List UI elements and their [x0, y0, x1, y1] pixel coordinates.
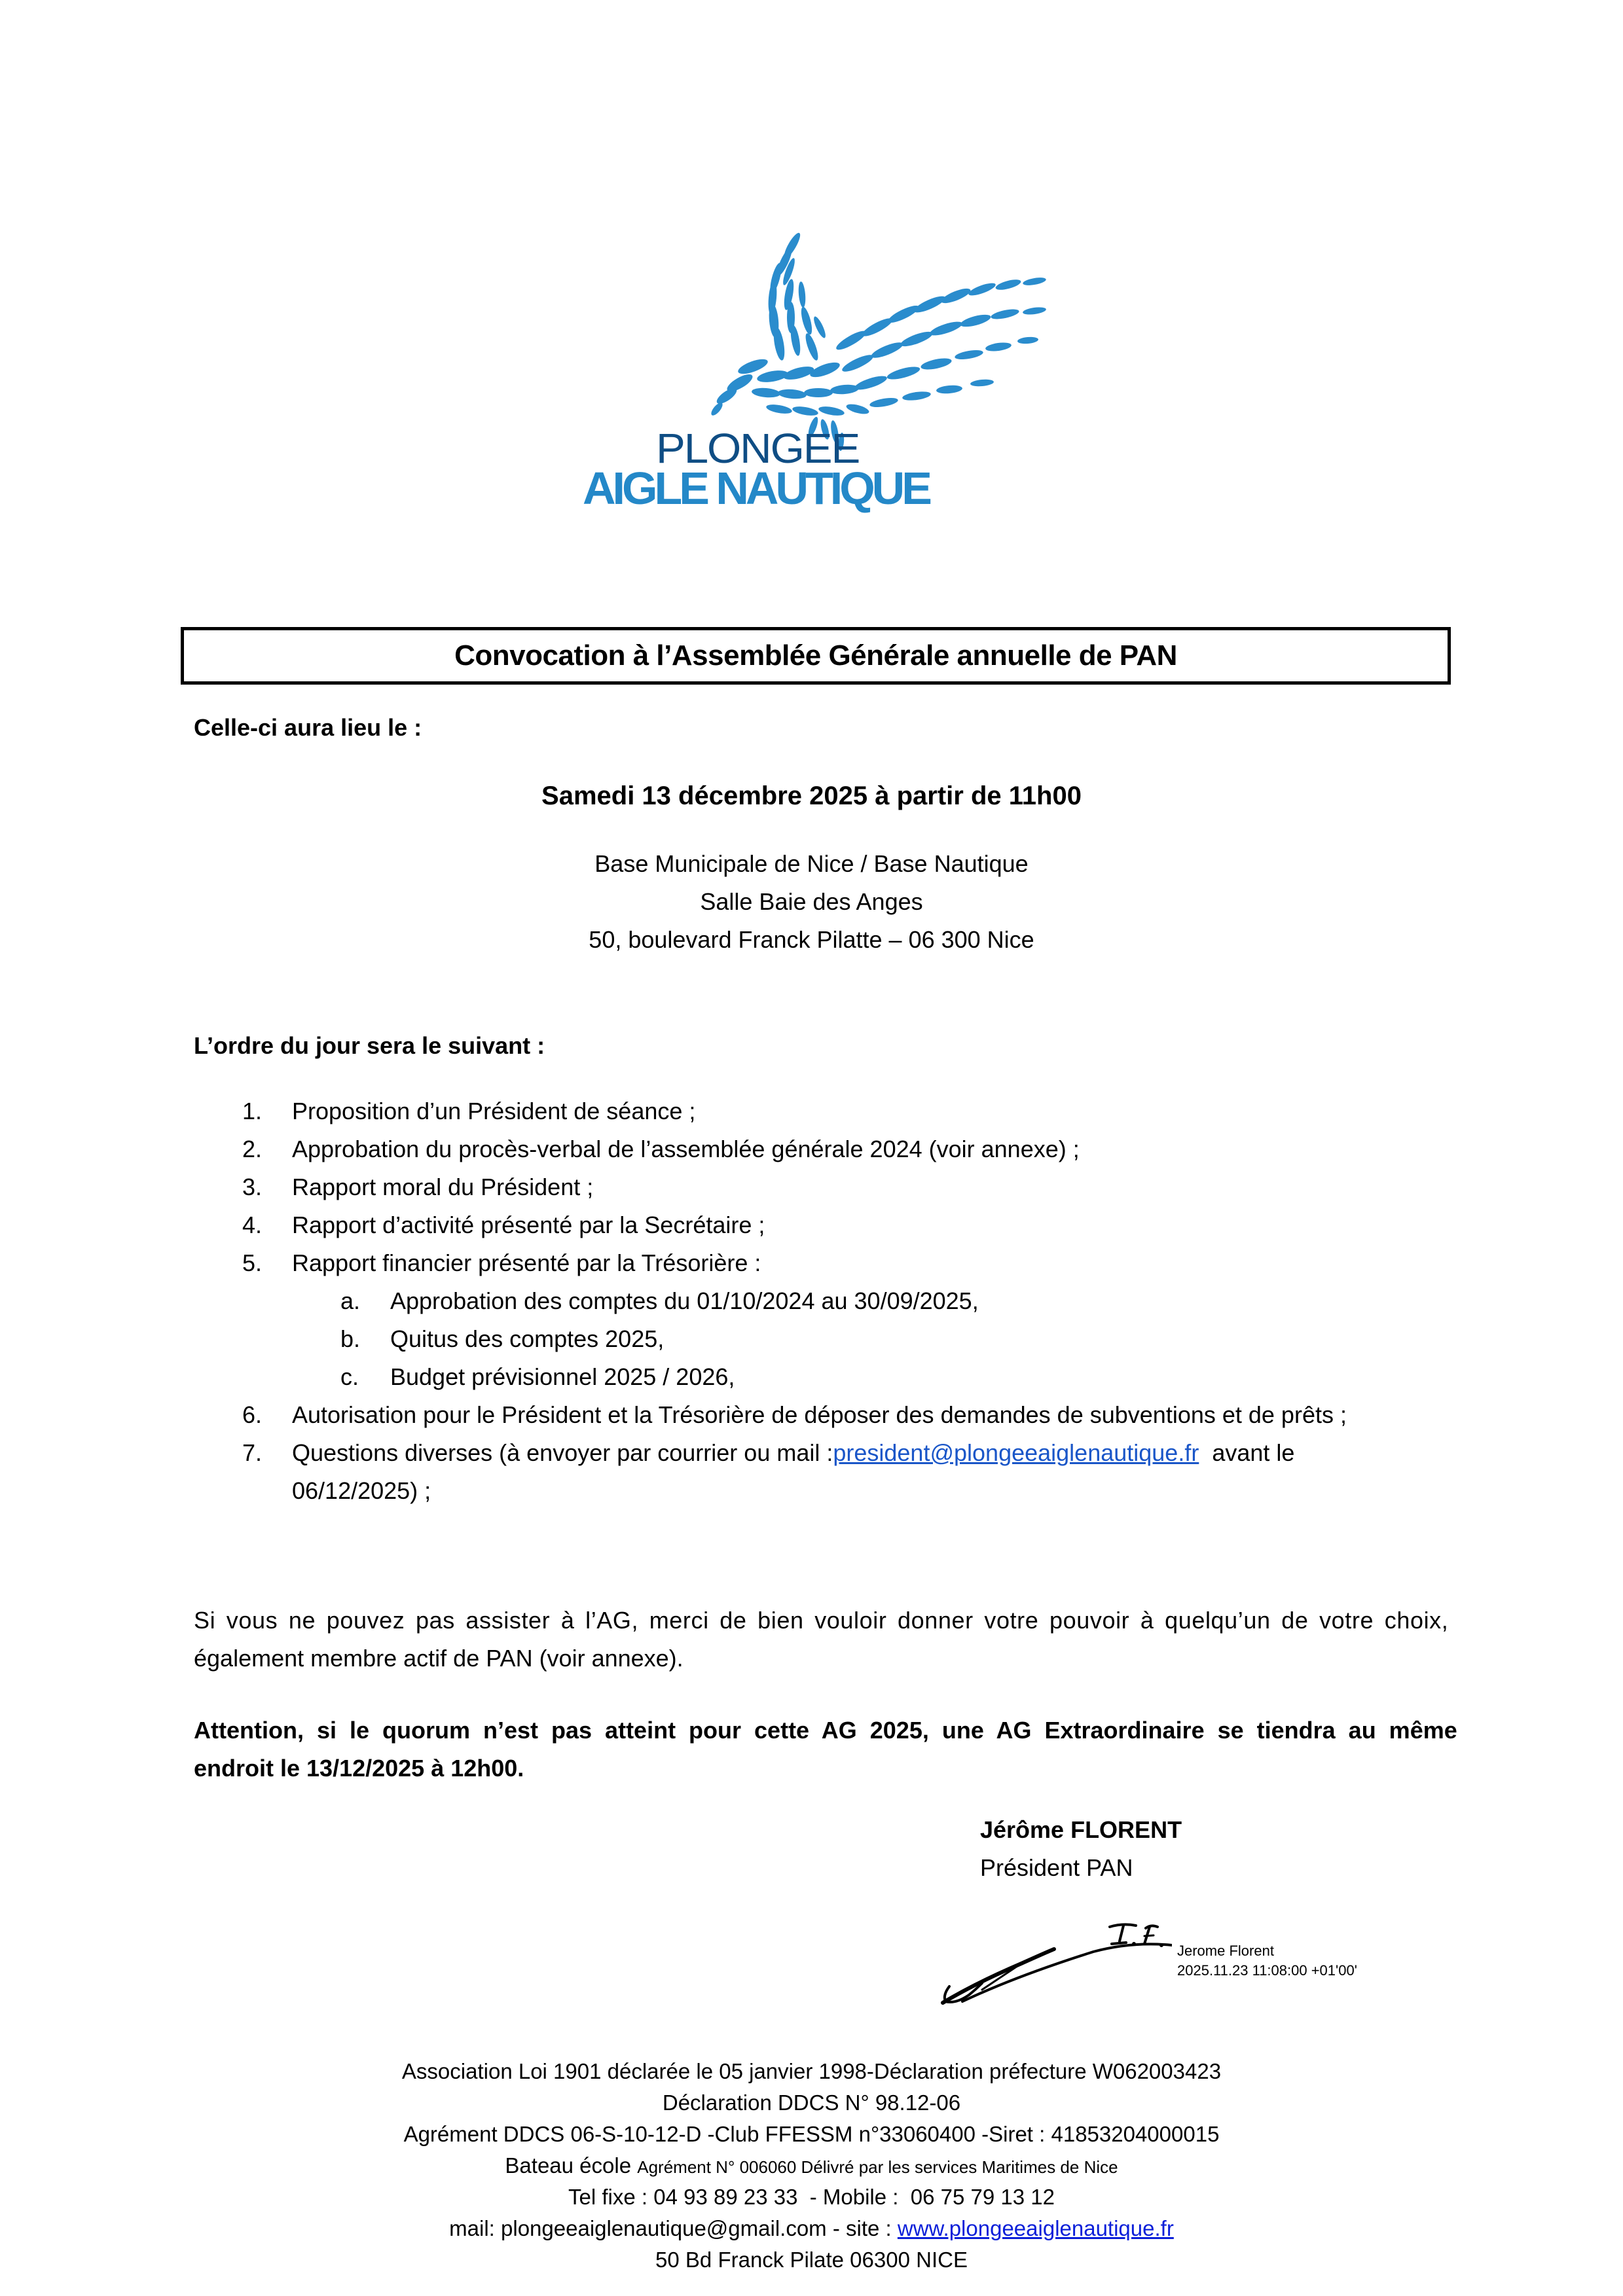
event-address-line-1: Base Municipale de Nice / Base Nautique	[594, 850, 1029, 877]
signature-signer: Jerome Florent	[1177, 1943, 1274, 1959]
footer-line-address: 50 Bd Franck Pilate 06300 NICE	[655, 2248, 968, 2272]
agenda-item-6-number: 6.	[242, 1401, 263, 1428]
proxy-paragraph-line-1: Si vous ne pouvez pas assister à l’AG, merci de bien vouloir donner votre pouvoir à quelqu’un de votre choix,	[194, 1607, 1449, 1634]
agenda-heading: L’ordre du jour sera le suivant :	[194, 1032, 545, 1059]
agenda-subitem-c-number: c.	[340, 1363, 359, 1390]
handwritten-signature-icon	[936, 1918, 1172, 2009]
president-email-link[interactable]: president@plongeeaiglenautique.fr	[833, 1439, 1199, 1466]
signature-timestamp: 2025.11.23 11:08:00 +01'00'	[1177, 1962, 1357, 1979]
footer-bateau-ecole-detail: Agrément N° 006060 Délivré par les services Maritimes de Nice	[637, 2157, 1118, 2177]
warning-paragraph-line-1: Attention, si le quorum n’est pas atteint pour cette AG 2025, une AG Extraordinaire se tiendra au même	[194, 1717, 1457, 1744]
agenda-item-2-number: 2.	[242, 1136, 263, 1162]
agenda-item-2: Approbation du procès-verbal de l’assemblée générale 2024 (voir annexe) ;	[292, 1136, 1080, 1162]
footer-line-contact	[0, 2217, 1623, 2239]
agenda-item-5: Rapport financier présenté par la Trésorière :	[292, 1249, 761, 1276]
agenda-subitem-c: Budget prévisionnel 2025 / 2026,	[390, 1363, 735, 1390]
event-address-line-3: 50, boulevard Franck Pilatte – 06 300 Nice	[589, 926, 1034, 953]
agenda-subitem-b-number: b.	[340, 1325, 361, 1352]
footer-line-bateau-ecole	[0, 2155, 1623, 2176]
agenda-item-7-number: 7.	[242, 1439, 263, 1466]
intro-label: Celle-ci aura lieu le :	[194, 714, 422, 741]
footer-line-association: Association Loi 1901 déclarée le 05 janvier 1998-Déclaration préfecture W062003423	[401, 2059, 1222, 2083]
agenda-item-7	[292, 1441, 1294, 1465]
agenda-item-1-number: 1.	[242, 1098, 263, 1124]
event-address-line-2: Salle Baie des Anges	[700, 888, 923, 915]
agenda-item-4-number: 4.	[242, 1211, 263, 1238]
proxy-paragraph-line-2: également membre actif de PAN (voir annexe).	[194, 1645, 684, 1672]
agenda-item-7-text: Questions diverses (à envoyer par courrier ou mail :	[292, 1439, 833, 1466]
footer-line-ddcs: Déclaration DDCS N° 98.12-06	[662, 2090, 961, 2115]
document-title: Convocation à l’Assemblée Générale annuelle de PAN	[454, 639, 1177, 672]
eagle-made-of-fish-icon	[576, 216, 1074, 452]
agenda-item-3-number: 3.	[242, 1174, 263, 1200]
agenda-item-7-line-2: 06/12/2025) ;	[292, 1477, 431, 1504]
logo-line-aigle-nautique: AIGLE NAUTIQUE	[583, 463, 929, 514]
agenda-item-5-number: 5.	[242, 1249, 263, 1276]
event-datetime: Samedi 13 décembre 2025 à partir de 11h00	[541, 781, 1082, 810]
signatory-role: Président PAN	[980, 1854, 1133, 1881]
footer-email-text: mail: plongeeaiglenautique@gmail.com - site :	[449, 2216, 898, 2240]
agenda-item-4: Rapport d’activité présenté par la Secrétaire ;	[292, 1211, 765, 1238]
agenda-item-6: Autorisation pour le Président et la Trésorière de déposer des demandes de subventions et de prêts ;	[292, 1401, 1347, 1428]
logo-line-plongee: PLONGEE	[656, 425, 860, 472]
agenda-subitem-a-number: a.	[340, 1287, 361, 1314]
footer-line-agrement: Agrément DDCS 06-S-10-12-D -Club FFESSM n°33060400 -Siret : 41853204000015	[403, 2122, 1220, 2146]
club-logo	[576, 216, 1074, 514]
digital-signature[interactable]	[936, 1918, 1395, 2009]
footer-line-phones: Tel fixe : 04 93 89 23 33 - Mobile : 06 75 79 13 12	[568, 2185, 1055, 2209]
agenda-subitem-b: Quitus des comptes 2025,	[390, 1325, 665, 1352]
agenda-item-7-text-after: avant le	[1199, 1439, 1295, 1466]
document-title-box	[181, 627, 1451, 685]
agenda-subitem-a: Approbation des comptes du 01/10/2024 au 30/09/2025,	[390, 1287, 979, 1314]
signatory-name: Jérôme FLORENT	[980, 1816, 1182, 1843]
footer-bateau-ecole-label: Bateau école	[505, 2153, 632, 2178]
agenda-item-1: Proposition d’un Président de séance ;	[292, 1098, 696, 1124]
website-link[interactable]: www.plongeeaiglenautique.fr	[897, 2216, 1174, 2240]
warning-paragraph-line-2: endroit le 13/12/2025 à 12h00.	[194, 1755, 524, 1782]
agenda-item-3: Rapport moral du Président ;	[292, 1174, 594, 1200]
